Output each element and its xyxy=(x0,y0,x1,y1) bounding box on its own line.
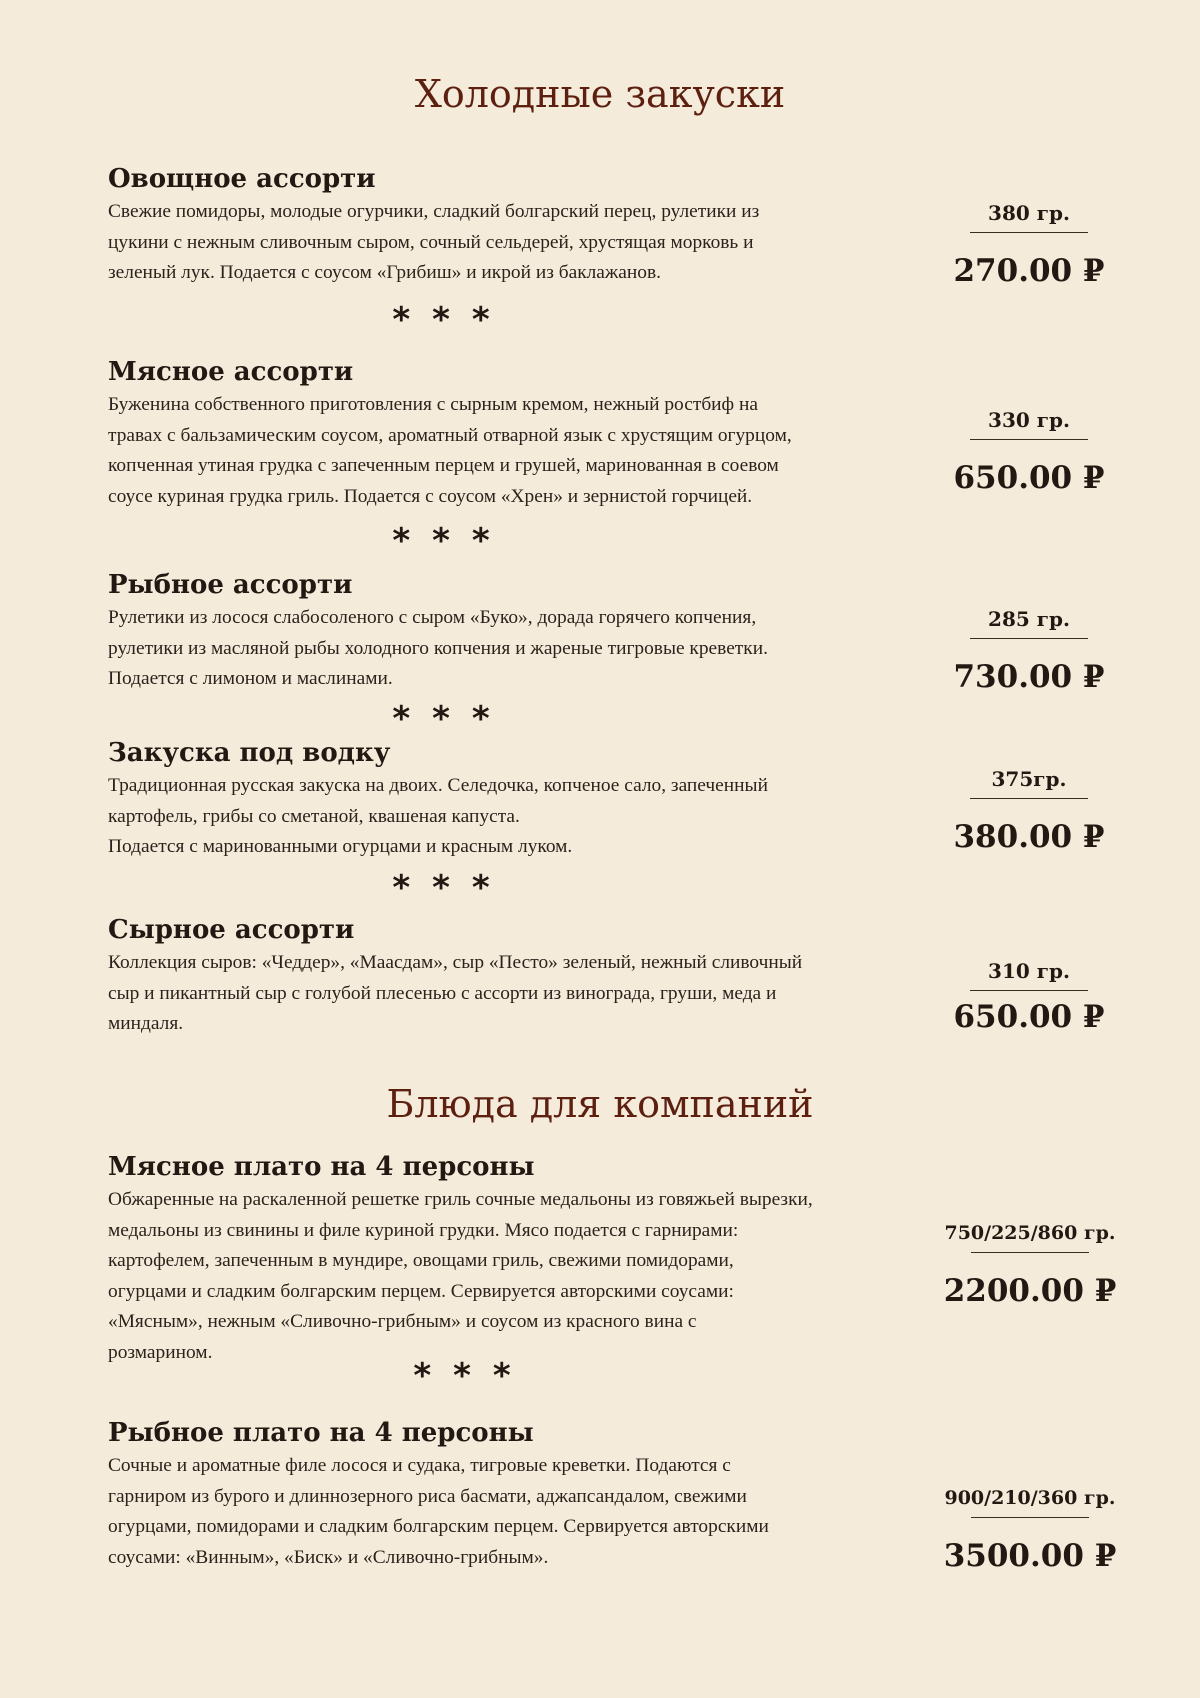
menu-item-fish-platter xyxy=(108,567,938,695)
price-divider-line xyxy=(970,798,1088,799)
section-divider-stars: *** xyxy=(413,1356,533,1396)
price-block xyxy=(910,1483,1150,1578)
item-description: Свежие помидоры, молодые огурчики, сладкий болгарский перец, рулетики из цукини с нежным сливочным сыром, сочный сельдерей, хрустящая морковь и зеленый лук. Подается с соусом «Грибиш» и икрой из баклажанов. xyxy=(108,201,760,283)
menu-item-vodka-appetizer xyxy=(108,735,938,863)
item-price: 730.00 ₽ xyxy=(953,659,1105,695)
item-weight: 310 гр. xyxy=(988,959,1070,983)
section-divider-stars: *** xyxy=(392,868,512,908)
item-weight: 285 гр. xyxy=(988,607,1070,631)
item-price: 2200.00 ₽ xyxy=(943,1273,1117,1309)
price-block xyxy=(909,956,1149,1039)
item-weight: 750/225/860 гр. xyxy=(944,1222,1116,1244)
item-name: Закуска под водку xyxy=(108,738,391,768)
price-block xyxy=(910,1218,1150,1313)
menu-item-fish-plate-4 xyxy=(108,1415,938,1573)
item-description: Обжаренные на раскаленной решетке гриль сочные медальоны из говяжьей вырезки, медальоны из свинины и филе куриной грудки. Мясо подается с гарнирами: картофелем, запеченным в мундире, овощами гриль, свежими помидорами, огурцами и сладким болгарским перцем. Сервируется авторскими соусами: «Мясным», нежным «Сливочно-грибным» и соусом из красного вина с розмарином. xyxy=(108,1189,813,1363)
section-divider-stars: *** xyxy=(392,699,512,739)
item-name: Мясное ассорти xyxy=(108,357,354,387)
price-block xyxy=(909,764,1149,859)
item-name: Рыбное ассорти xyxy=(108,570,353,600)
section-title-cold-appetizers: Холодные закуски xyxy=(414,72,786,116)
item-weight: 900/210/360 гр. xyxy=(944,1487,1116,1509)
item-weight: 380 гр. xyxy=(988,201,1070,225)
item-weight: 330 гр. xyxy=(988,408,1070,432)
price-block xyxy=(909,198,1149,293)
price-divider-line xyxy=(970,439,1088,440)
item-description: Коллекция сыров: «Чеддер», «Маасдам», сыр «Песто» зеленый, нежный сливочный сыр и пикантный сыр с голубой плесенью с ассорти из винограда, груши, меда и миндаля. xyxy=(108,952,803,1034)
item-price: 380.00 ₽ xyxy=(953,819,1105,855)
item-description: Сочные и ароматные филе лосося и судака, тигровые креветки. Подаются с гарниром из бурого и длиннозерного риса басмати, аджапсандалом, свежими огурцами, помидорами и сладким болгарским перцем. Сервируется авторскими соусами: «Винным», «Биск» и «Сливочно-грибным». xyxy=(108,1455,769,1568)
price-divider-line xyxy=(970,638,1088,639)
item-description: Традиционная русская закуска на двоих. Селедочка, копченое сало, запеченный картофель, грибы со сметаной, квашеная капуста. Подается с маринованными огурцами и красным луком. xyxy=(108,775,768,857)
item-description: Буженина собственного приготовления с сырным кремом, нежный ростбиф на травах с бальзамическим соусом, ароматный отварной язык с хрустящим огурцом, копченная утиная грудка с запеченным перцем и грушей, маринованная в соевом соусе куриная грудка гриль. Подается с соусом «Хрен» и зернистой горчицей. xyxy=(108,394,792,507)
item-name: Овощное ассорти xyxy=(108,164,376,194)
item-description: Рулетики из лосося слабосоленого с сыром «Буко», дорада горячего копчения, рулетики из масляной рыбы холодного копчения и жареные тигровые креветки. Подается с лимоном и маслинами. xyxy=(108,607,768,689)
item-weight: 375гр. xyxy=(991,767,1067,791)
section-divider-stars: *** xyxy=(392,300,512,340)
menu-item-cheese-platter xyxy=(108,912,938,1040)
item-price: 650.00 ₽ xyxy=(953,999,1105,1035)
item-price: 3500.00 ₽ xyxy=(943,1538,1117,1574)
section-divider-stars: *** xyxy=(392,521,512,561)
section-title-company-dishes: Блюда для компаний xyxy=(386,1082,814,1126)
price-divider-line xyxy=(970,232,1088,233)
item-name: Мясное плато на 4 персоны xyxy=(108,1152,535,1182)
price-divider-line xyxy=(971,1517,1089,1518)
item-name: Рыбное плато на 4 персоны xyxy=(108,1418,534,1448)
menu-item-meat-plate-4 xyxy=(108,1149,958,1368)
price-block xyxy=(909,604,1149,699)
item-name: Сырное ассорти xyxy=(108,915,355,945)
price-block xyxy=(909,405,1149,500)
menu-item-meat-platter xyxy=(108,354,938,512)
item-price: 650.00 ₽ xyxy=(953,460,1105,496)
item-price: 270.00 ₽ xyxy=(953,253,1105,289)
price-divider-line xyxy=(971,1252,1089,1253)
menu-item-vegetable-platter xyxy=(108,161,938,289)
price-divider-line xyxy=(970,990,1088,991)
